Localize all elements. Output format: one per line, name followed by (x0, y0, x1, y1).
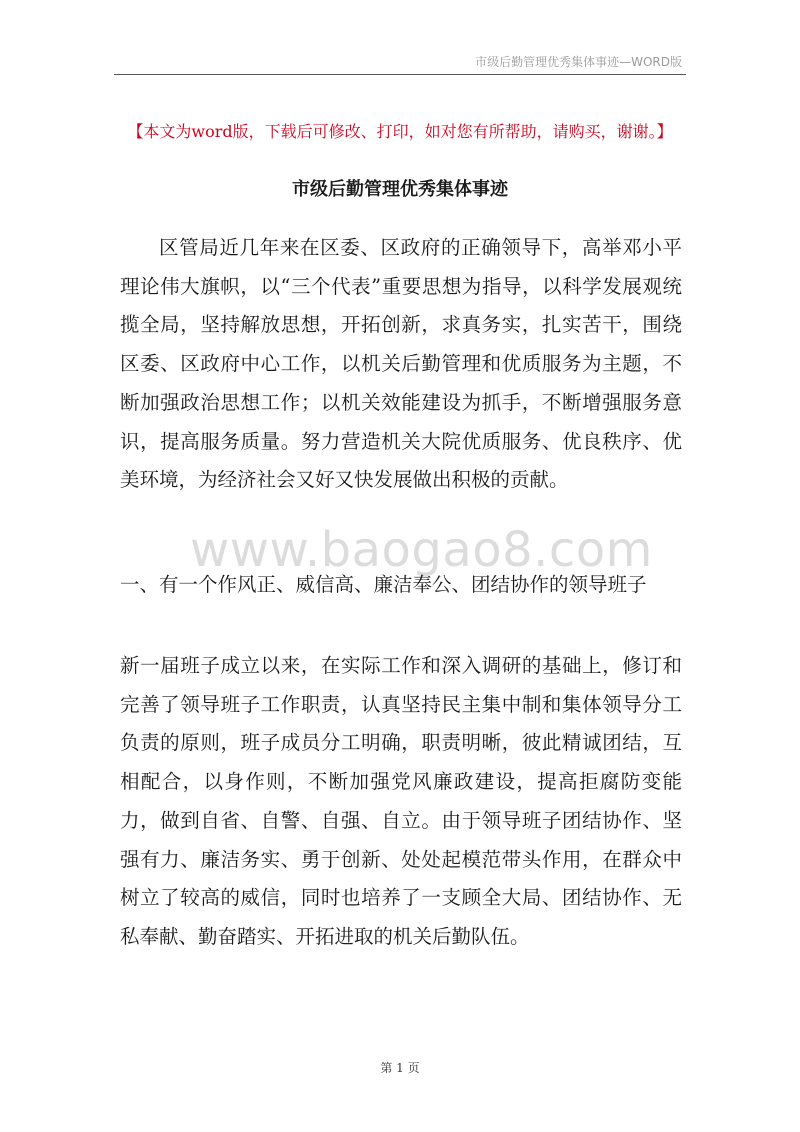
page-number: 第 1 页 (380, 1061, 420, 1075)
watermark: www.baogao8.com (190, 522, 653, 578)
purchase-notice: 【本文为word版，下载后可修改、打印，如对您有所帮助，请购买，谢谢。】 (127, 122, 673, 141)
header-divider (114, 74, 686, 75)
intro-paragraph: 区管局近几年来在区委、区政府的正确领导下，高举邓小平理论伟大旗帜，以“三个代表”重要思想为指导，以科学发展观统揽全局，坚持解放思想，开拓创新，求真务实，扎实苦干，围绕区委、区政府中心工作，以机关后勤管理和优质服务为主题，不断加强政治思想工作；以机关效能建设为抓手，不断增强服务意识，提高服务质量。努力营造机关大院优质服务、优良秩序、优美环境，为经济社会又好又快发展做出积极的贡献。 (120, 236, 682, 492)
section-heading: 一、有一个作风正、威信高、廉洁奉公、团结协作的领导班子 (120, 573, 647, 596)
section-paragraph: 新一届班子成立以来，在实际工作和深入调研的基础上，修订和完善了领导班子工作职责，认真坚持民主集中制和集体领导分工负责的原则，班子成员分工明确，职责明晰，彼此精诚团结，互相配合，以身作则，不断加强党风廉政建设，提高拒腐防变能力，做到自省、自警、自强、自立。由于领导班子团结协作、坚强有力、廉洁务实、勇于创新、处处起模范带头作用，在群众中树立了较高的威信，同时也培养了一支顾全大局、团结协作、无私奉献、勤奋踏实、开拓进取的机关后勤队伍。 (120, 654, 682, 948)
document-title: 市级后勤管理优秀集体事迹 (292, 179, 508, 200)
running-header: 市级后勤管理优秀集体事迹—WORD版 (475, 55, 682, 69)
